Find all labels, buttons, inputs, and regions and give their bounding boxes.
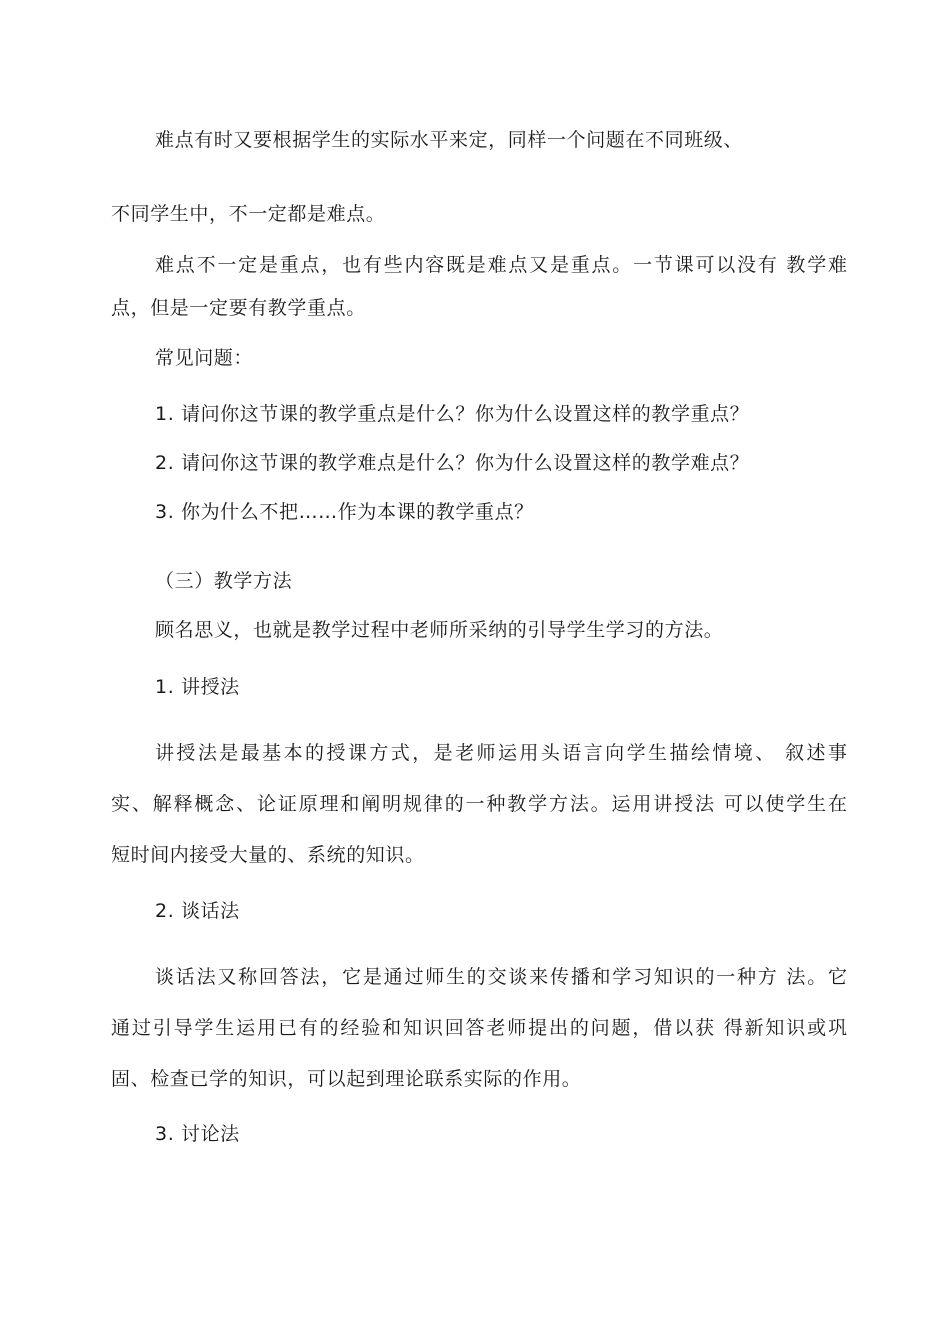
subsection-heading: 3. 讨论法	[155, 1123, 240, 1145]
section-label: 常见问题：	[155, 347, 254, 369]
paragraph-line: 实、解释概念、论证原理和阐明规律的一种教学方法。运用讲授法 可以使学生在	[111, 793, 847, 815]
paragraph-line: 短时间内接受大量的、系统的知识。	[111, 844, 425, 866]
section-heading: （三）教学方法	[155, 570, 293, 592]
paragraph-line: 不同学生中，不一定都是难点。	[111, 203, 386, 225]
paragraph-line: 难点不一定是重点，也有些内容既是难点又是重点。一节课可以没有 教学难	[155, 254, 847, 276]
paragraph-line: 固、检查已学的知识，可以起到理论联系实际的作用。	[111, 1068, 582, 1090]
subsection-heading: 2. 谈话法	[155, 900, 240, 922]
list-item: 2. 请问你这节课的教学难点是什么？你为什么设置这样的教学难点？	[155, 452, 750, 474]
list-item: 1. 请问你这节课的教学重点是什么？你为什么设置这样的教学重点？	[155, 403, 750, 425]
list-item: 3. 你为什么不把……作为本课的教学重点？	[155, 501, 534, 523]
paragraph-line: 点，但是一定要有教学重点。	[111, 297, 366, 319]
subsection-heading: 1. 讲授法	[155, 676, 240, 698]
paragraph-line: 顾名思义，也就是教学过程中老师所采纳的引导学生学习的方法。	[155, 619, 724, 641]
paragraph-line: 谈话法又称回答法，它是通过师生的交谈来传播和学习知识的一种方 法。它	[155, 966, 847, 988]
paragraph-line: 难点有时又要根据学生的实际水平来定，同样一个问题在不同班级、	[155, 129, 744, 151]
paragraph-line: 通过引导学生运用已有的经验和知识回答老师提出的问题，借以获 得新知识或巩	[111, 1017, 847, 1039]
paragraph-line: 讲授法是最基本的授课方式，是老师运用头语言向学生描绘情境、 叙述事	[155, 742, 847, 764]
